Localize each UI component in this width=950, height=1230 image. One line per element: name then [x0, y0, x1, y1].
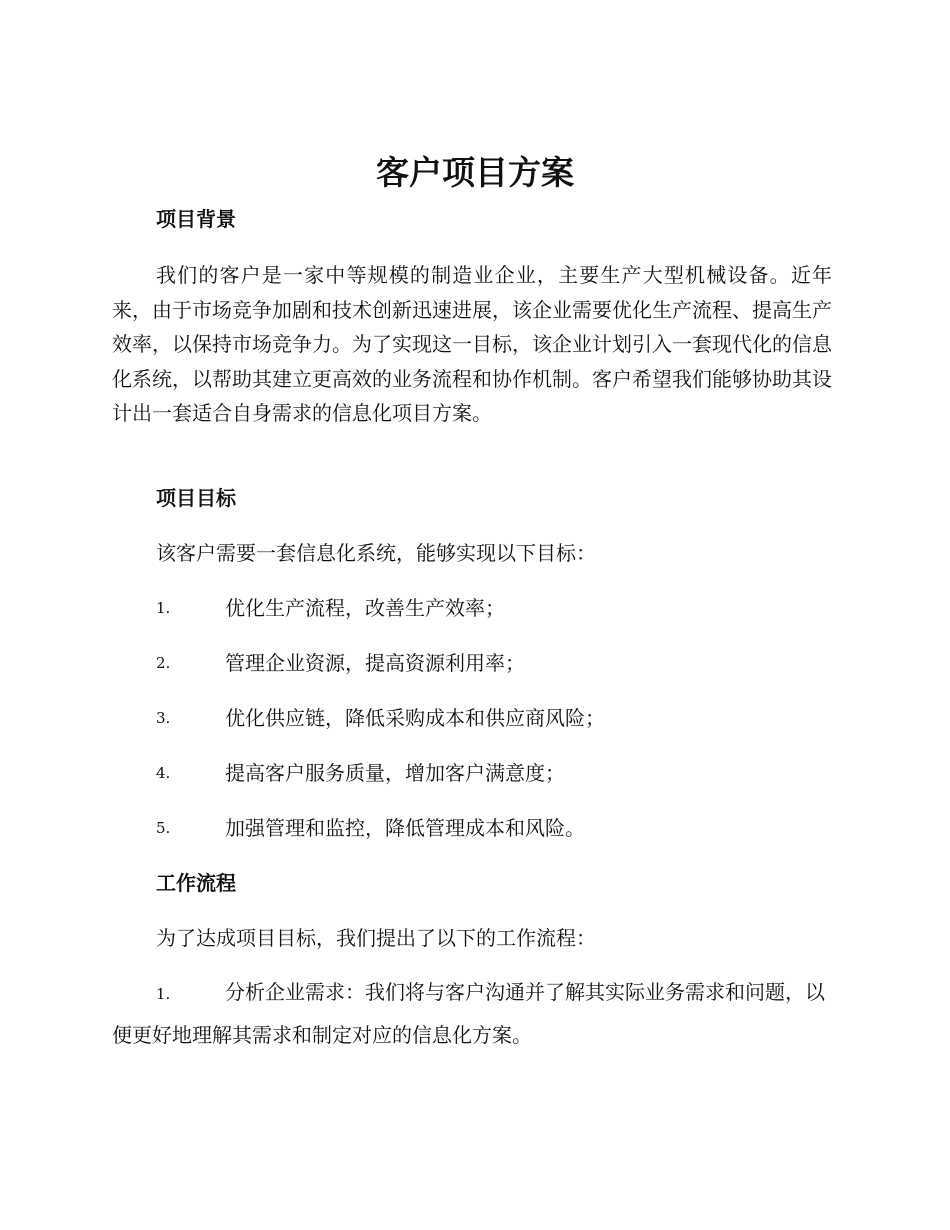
list-number: 1. [156, 599, 171, 617]
list-text: 加强管理和监控，降低管理成本和风险。 [225, 816, 585, 840]
list-number: 2. [156, 654, 171, 672]
section-heading-background: 项目背景 [156, 207, 236, 231]
workflow-intro: 为了达成项目目标，我们提出了以下的工作流程： [156, 926, 596, 950]
section-heading-goals: 项目目标 [156, 486, 236, 510]
step-number: 1. [156, 985, 171, 1003]
list-text: 优化供应链，降低采购成本和供应商风险； [225, 706, 605, 730]
document-title: 客户项目方案 [376, 153, 574, 192]
list-number: 5. [156, 819, 171, 837]
list-number: 4. [156, 764, 171, 782]
step-text: 分析企业需求：我们将与客户沟通并了解其实际业务需求和问题，以便更好地理解其需求和制定对应的信息化方案。 [112, 980, 825, 1047]
workflow-step [112, 972, 832, 1056]
list-text: 提高客户服务质量，增加客户满意度； [225, 761, 565, 785]
list-number: 3. [156, 709, 171, 727]
background-paragraph: 我们的客户是一家中等规模的制造业企业，主要生产大型机械设备。近年来，由于市场竞争加剧和技术创新迅速进展，该企业需要优化生产流程、提高生产效率，以保持市场竞争力。为了实现这一目标，该企业计划引入一套现代化的信息化系统，以帮助其建立更高效的业务流程和协作机制。客户希望我们能够协助其设计出一套适合自身需求的信息化项目方案。 [112, 263, 832, 425]
section-heading-workflow: 工作流程 [156, 871, 236, 895]
goals-intro: 该客户需要一套信息化系统，能够实现以下目标： [156, 541, 596, 565]
list-text: 优化生产流程，改善生产效率； [225, 596, 505, 620]
list-text: 管理企业资源，提高资源利用率； [225, 651, 525, 675]
